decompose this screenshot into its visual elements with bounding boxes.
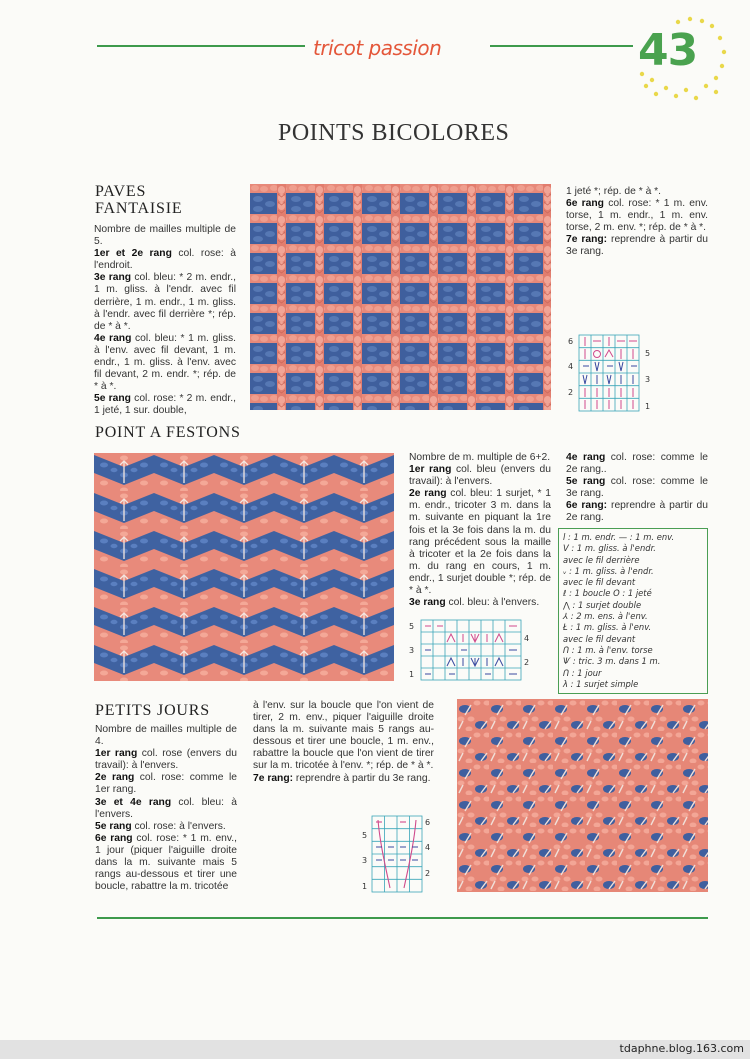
chart-row-number: 3	[362, 856, 368, 865]
swatch-paves-fantaisie	[250, 184, 551, 410]
legend-line: l : 1 m. endr. — : 1 m. env.	[563, 532, 675, 542]
footer-rule	[97, 917, 708, 919]
instructions-festons-col1	[409, 452, 551, 609]
chart-row-number: 2	[524, 658, 530, 667]
brand-logo: tricot passion	[313, 36, 442, 60]
instructions-paves-col1	[94, 224, 236, 418]
row-instruction: 4e rang col. rose: comme le 2e rang..	[566, 452, 708, 476]
chart-row-number: 4	[425, 843, 431, 852]
row-instruction: 1er et 2e rang col. rose: à l'endroit.	[94, 248, 236, 272]
page-title: POINTS BICOLORES	[278, 120, 510, 146]
source-credit: tdaphne.blog.163.com	[619, 1042, 744, 1055]
symbol-legend	[558, 528, 708, 694]
chart-row-number: 5	[362, 831, 368, 840]
intro-text: Nombre de m. multiple de 6+2.	[409, 452, 551, 463]
instructions-petits-jours-col2	[253, 700, 434, 785]
legend-line: avec le fil derrière	[563, 554, 640, 565]
chart-row-number: 5	[645, 349, 651, 358]
row-instruction: 6e rang: reprendre à partir du 2e rang.	[566, 500, 709, 524]
chart-row-number: 6	[568, 337, 574, 346]
intro-text: Nombre de mailles multiple de 4.	[95, 724, 237, 748]
section-title-festons: POINT A FESTONS	[95, 424, 241, 441]
chart-row-number: 4	[568, 362, 574, 371]
chart-row-number: 1	[362, 882, 368, 891]
legend-line: avec le fil devant	[563, 577, 636, 588]
row-instruction: 3e rang col. bleu: à l'envers.	[409, 597, 540, 609]
row-instruction: 3e rang col. bleu: * 2 m. endr., 1 m. gliss. à l'endr. avec fil derrière, 1 m. endr., 1 m. gliss. à l'endr. avec fil derrière *; rép. de * à *.	[94, 272, 236, 332]
legend-line: λ : 1 surjet simple	[563, 678, 639, 689]
instructions-petits-jours-col1	[95, 724, 237, 893]
legend-line: ᵥ : 1 m. gliss. à l'endr.	[563, 565, 654, 576]
row-instruction: 2e rang col. rose: comme le 1er rang.	[95, 772, 237, 796]
row-instruction: 6e rang col. rose: * 1 m. env., 1 jour (piquer l'aiguille droite dans la m. suivante mais 5 rangs au-dessous et tirer une boucle, rabattre la m. tricotée	[95, 832, 238, 893]
row-instruction: 7e rang: reprendre à partir du 3e rang.	[253, 772, 431, 784]
chart-row-number: 3	[409, 646, 415, 655]
legend-line: ⅄ : 2 m. ens. à l'env.	[563, 611, 648, 622]
section-title-petits-jours: PETITS JOURS	[95, 702, 210, 719]
row-instruction: 1er rang col. bleu (envers du travail): à l'envers.	[409, 464, 551, 488]
knitting-chart-paves	[565, 333, 655, 413]
chart-row-number: 4	[524, 634, 530, 643]
header-rule-left	[97, 45, 305, 47]
chart-row-number: 3	[645, 375, 651, 384]
chart-row-number: 5	[409, 622, 415, 631]
row-instruction: 5e rang col. rose: à l'envers.	[95, 820, 226, 832]
chart-row-number: 2	[568, 388, 574, 397]
legend-line: avec le fil devant	[563, 633, 636, 644]
legend-line: ᑎ : 1 jour	[563, 667, 602, 678]
row-instruction: 4e rang col. bleu: * 1 m. gliss. à l'env. avec fil devant, 1 m. endr., 1 m. gliss. à l'env. avec fil devant, 2 m. endr. *; rép. de * à *.	[94, 332, 236, 393]
row-instruction-cont: à l'env. sur la boucle que l'on vient de tirer, 2 m. env., piquer l'aiguille droite dans la m. suivante mais 5 rangs au-dessous et tirer une boucle, 1 m. env., rabattre la boucle que l'on vient de tirer sur la m. tricotée à l'env. *; rép. de * à *.	[253, 700, 434, 772]
row-instruction-cont: 1 jeté *; rép. de * à *.	[566, 186, 662, 197]
chart-row-number: 6	[425, 818, 431, 827]
legend-line: ⋀ : 1 surjet double	[563, 599, 642, 610]
header-rule-right	[490, 45, 633, 47]
instructions-paves-col2	[566, 186, 708, 259]
intro-text: Nombre de mailles multiple de 5.	[94, 224, 236, 248]
section-title-paves	[95, 183, 182, 217]
legend-line: Ѱ : tric. 3 m. dans 1 m.	[563, 656, 661, 667]
instructions-festons-col2	[566, 452, 708, 525]
page-number: 43	[638, 25, 698, 76]
row-instruction: 3e et 4e rang col. bleu: à l'envers.	[95, 796, 237, 820]
row-instruction: 5e rang col. rose: * 2 m. endr., 1 jeté, 1 sur. double,	[94, 393, 236, 417]
legend-line: V : 1 m. gliss. à l'endr.	[563, 543, 656, 554]
legend-line: Ł : 1 m. gliss. à l'env.	[563, 622, 652, 633]
row-instruction: 1er rang col. rose (envers du travail): à l'envers.	[95, 748, 237, 772]
chart-row-number: 1	[645, 402, 651, 411]
chart-row-number: 1	[409, 670, 415, 679]
knitting-chart-festons	[405, 617, 533, 683]
section-title-line2: FANTAISIE	[95, 200, 183, 217]
swatch-point-a-festons	[94, 453, 394, 681]
legend-line: ℓ : 1 boucle O : 1 jeté	[563, 588, 652, 599]
swatch-petits-jours	[457, 699, 708, 892]
section-title-line1: PAVES	[95, 183, 147, 200]
row-instruction: 6e rang col. rose: * 1 m. env. torse, 1 m. endr., 1 m. env. torse, 2 m. env. *; rép. de * à *.	[566, 198, 708, 234]
legend-line: ᑎ : 1 m. à l'env. torse	[563, 644, 653, 655]
chart-row-number: 2	[425, 869, 431, 878]
row-instruction: 2e rang col. bleu: 1 surjet, * 1 m. endr., tricoter 3 m. dans la m. suivante en piquant la 1re fois et la 3e fois dans la m. du rang précédent sous la maille à tricoter et la 2e fois dans la m. du rang en cours, 1 m. endr., 1 surjet double *; rép. de * à *.	[409, 488, 551, 597]
knitting-chart-petits-jours	[360, 814, 438, 894]
row-instruction: 7e rang: reprendre à partir du 3e rang.	[566, 234, 709, 258]
row-instruction: 5e rang col. rose: comme le 3e rang.	[566, 476, 708, 500]
